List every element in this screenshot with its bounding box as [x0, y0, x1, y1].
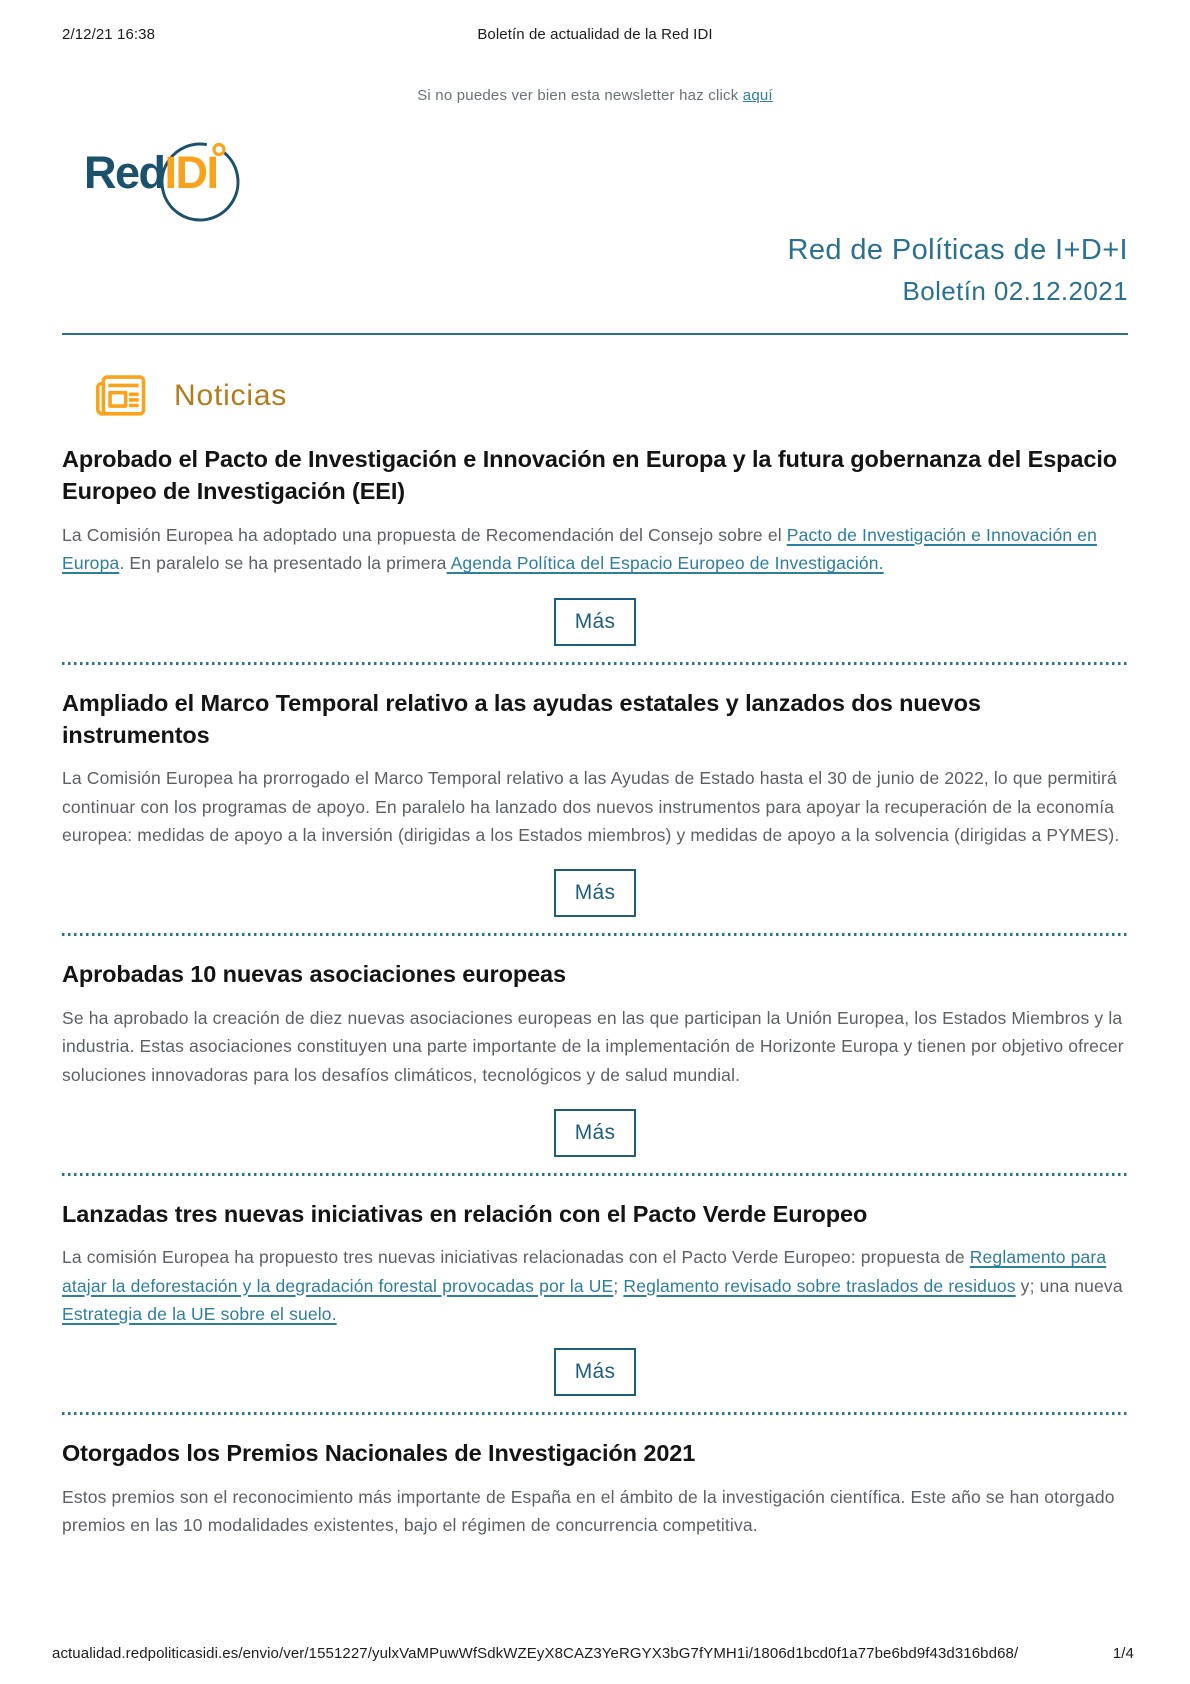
dotted-divider [62, 1173, 1128, 1176]
newspaper-icon [90, 371, 148, 421]
print-footer [0, 1645, 1190, 1662]
news-title: Otorgados los Premios Nacionales de Investigación 2021 [62, 1440, 696, 1467]
news-title: Ampliado el Marco Temporal relativo a las ayudas estatales y lanzados dos nuevos instrumentos [62, 689, 981, 748]
body-text: La comisión Europea ha propuesto tres nuevas iniciativas relacionadas con el Pacto Verde Europeo: propuesta de [62, 1247, 970, 1268]
news-body [62, 1243, 1128, 1328]
print-document-title: Boletín de actualidad de la Red IDI [477, 26, 713, 43]
body-text: . En paralelo se ha presentado la primera [119, 553, 447, 574]
mas-button-row [62, 1109, 1128, 1157]
logo-text-red: Red [84, 147, 165, 198]
news-item [62, 443, 1128, 665]
section-title: Noticias [174, 379, 288, 412]
body-text: Se ha aprobado la creación de diez nuevas asociaciones europeas en las que participan la Unión Europea, los Estados Miembros y la industria. Estas asociaciones constituyen una parte importante de la implementación de Horizonte Europa y tienen por objetivo ofrecer soluciones innovadoras para los desafíos climáticos, tecnológicos y de salud mundial. [62, 1007, 1124, 1085]
logo-text-idi: IDI [164, 147, 218, 198]
news-item [62, 1198, 1128, 1415]
body-text: La Comisión Europea ha adoptado una propuesta de Recomendación del Consejo sobre el [62, 524, 787, 545]
print-page-number: 1/4 [1112, 1645, 1134, 1662]
dotted-divider [62, 1412, 1128, 1415]
news-title: Aprobado el Pacto de Investigación e Innovación en Europa y la futura gobernanza del Espacio Europeo de Investigación (EEI) [62, 446, 1118, 505]
preheader [0, 87, 1190, 104]
view-online-link[interactable]: aquí [742, 87, 773, 104]
news-body [62, 1483, 1128, 1540]
print-timestamp: 2/12/21 16:38 [62, 26, 156, 43]
news-link[interactable]: Reglamento revisado sobre traslados de residuos [623, 1275, 1016, 1296]
newsletter-title: Red de Políticas de I+D+I [787, 234, 1128, 266]
print-header-spacer [713, 26, 1128, 43]
body-text: La Comisión Europea ha prorrogado el Marco Temporal relativo a las Ayudas de Estado hasta el 30 de junio de 2022, lo que permitirá continuar con los programas de apoyo. En paralelo ha lanzado dos nuevos instrumentos para apoyar la recuperación de la economía europea: medidas de apoyo a la inversión (dirigidas a los Estados miembros) y medidas de apoyo a la solvencia (dirigidas a PYMES). [62, 768, 1120, 846]
news-item [62, 1437, 1128, 1539]
title-block [0, 234, 1190, 307]
dotted-divider [62, 662, 1128, 665]
news-title: Aprobadas 10 nuevas asociaciones europeas [62, 961, 566, 988]
header-rule [62, 333, 1128, 335]
news-link[interactable]: Pacto de Investigación e Innovación en Europa [62, 524, 1097, 574]
mas-button-row [62, 598, 1128, 646]
news-title: Lanzadas tres nuevas iniciativas en relación con el Pacto Verde Europeo [62, 1200, 868, 1227]
dotted-divider [62, 933, 1128, 936]
news-item [62, 687, 1128, 937]
news-item [62, 958, 1128, 1175]
preheader-text: Si no puedes ver bien esta newsletter haz click [417, 87, 743, 104]
news-link[interactable]: Agenda Política del Espacio Europeo de Investigación. [446, 553, 884, 574]
news-body [62, 521, 1128, 578]
newsletter-issue-date: Boletín 02.12.2021 [902, 276, 1128, 306]
news-link[interactable]: Reglamento para atajar la deforestación y la degradación forestal provocadas por la UE [62, 1247, 1107, 1296]
logo-wordmark [84, 147, 218, 198]
body-text: ; [613, 1275, 624, 1296]
print-header [0, 0, 1190, 43]
mas-button[interactable]: Más [554, 598, 637, 646]
news-list [0, 443, 1190, 1539]
mas-button[interactable]: Más [554, 1348, 637, 1396]
print-footer-url: actualidad.redpoliticasidi.es/envio/ver/1551227/yulxVaMPuwWfSdkWZEyX8CAZ3YeRGYX3bG7fYMH1i/1806d1bcd0f1a77be6bd9f43d316bd68/ [52, 1645, 1019, 1662]
news-body [62, 764, 1128, 849]
mas-button[interactable]: Más [554, 1109, 637, 1157]
section-header [62, 371, 1128, 421]
mas-button[interactable]: Más [554, 869, 637, 917]
mas-button-row [62, 1348, 1128, 1396]
body-text: y; una nueva [1015, 1275, 1123, 1296]
mas-button-row [62, 869, 1128, 917]
news-link[interactable]: Estrategia de la UE sobre el suelo. [62, 1303, 337, 1324]
redidi-logo [84, 124, 324, 232]
body-text: Estos premios son el reconocimiento más importante de España en el ámbito de la investigación científica. Este año se han otorgado premios en las 10 modalidades existentes, bajo el régimen de concurrencia competitiva. [62, 1486, 1115, 1536]
news-body [62, 1004, 1128, 1089]
